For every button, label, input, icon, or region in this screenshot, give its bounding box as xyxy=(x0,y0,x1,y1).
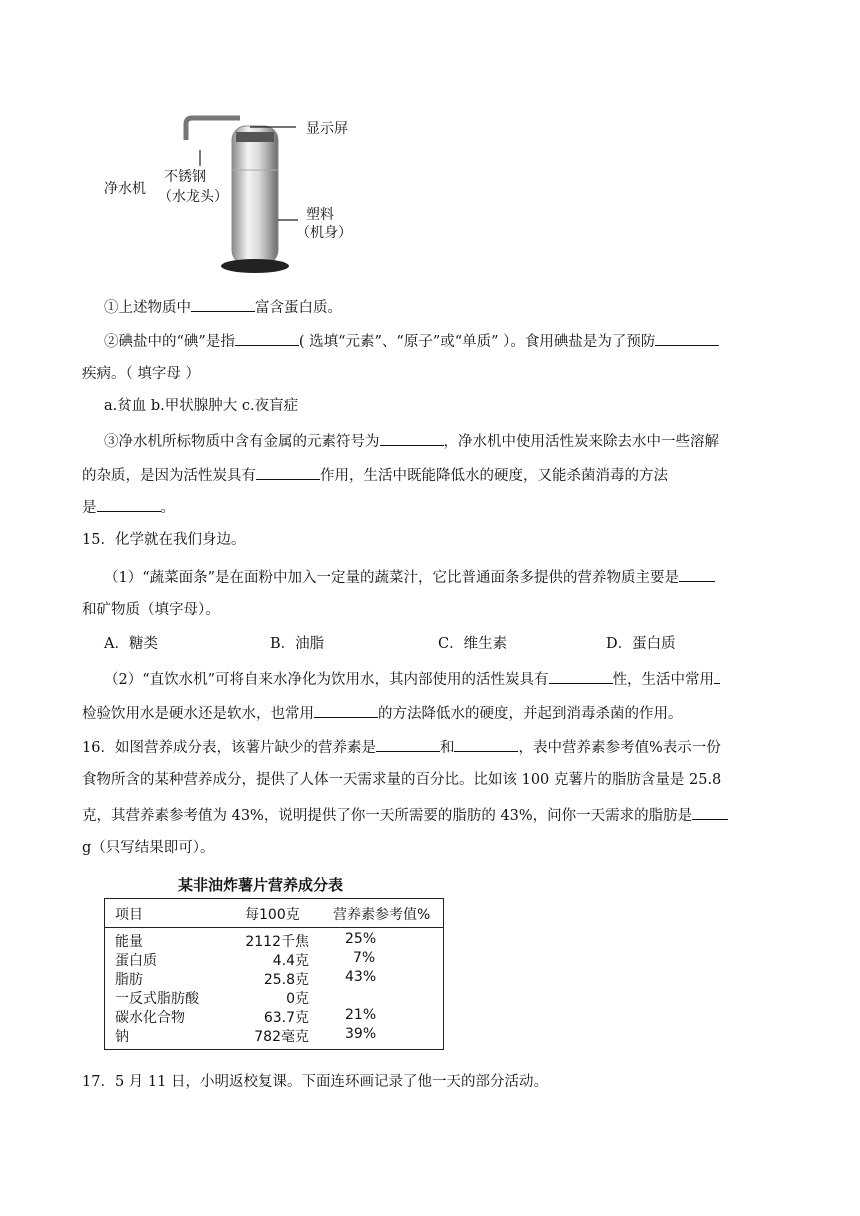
q15-part-2-cont: 检验饮用水是硬水还是软水，也常用 的方法降低水的硬度，并起到消毒杀菌的作用。 xyxy=(82,702,683,724)
table-row: 能量 2112千焦 25% xyxy=(115,931,377,950)
blank[interactable] xyxy=(314,702,378,718)
table-title: 某非油炸薯片营养成分表 xyxy=(178,876,344,894)
table-row: 蛋白质 4.4克 7% xyxy=(115,950,376,969)
q14-item-3-end: 是 。 xyxy=(82,496,175,518)
q14-item-3-cont: 的杂质，是因为活性炭具有 作用，生活中既能降低水的硬度，又能杀菌消毒的方法 xyxy=(82,464,668,486)
header-per-100g: 每100克 xyxy=(245,907,300,923)
q15-title: 15．化学就在我们身边。 xyxy=(82,532,246,548)
figure-label-steel-sub: （水龙头） xyxy=(158,189,228,205)
figure-label-machine: 净水机 xyxy=(104,181,146,197)
figure-label-plastic-sub: （机身） xyxy=(296,225,352,241)
q15-part-1-cont: 和矿物质（填字母）。 xyxy=(82,602,220,618)
q15-part-2: （2）“直饮水机”可将自来水净化为饮用水，其内部使用的活性炭具有 性，生活中常用 xyxy=(104,668,720,690)
q16-line-4: g（只写结果即可）。 xyxy=(82,840,215,856)
blank[interactable] xyxy=(376,736,440,752)
blank[interactable] xyxy=(714,668,720,684)
table-row: 脂肪 25.8克 43% xyxy=(115,969,377,988)
blank[interactable] xyxy=(655,330,719,346)
q16-line-1: 16．如图营养成分表，该薯片缺少的营养素是 和 ，表中营养素参考值%表示一份 xyxy=(82,736,721,758)
q14-item-2: ②碘盐中的“碘”是指 ( 选填“元素”、“原子”或“单质” ）。食用碘盐是为了预防 xyxy=(104,330,719,352)
q15-part-1: （1）“蔬菜面条”是在面粉中加入一定量的蔬菜汁，它比普通面条多提供的营养物质主要是 xyxy=(104,566,715,588)
q17-text: 17．5 月 11 日，小明返校复课。下面连环画记录了他一天的部分活动。 xyxy=(82,1074,548,1090)
header-nrv: 营养素参考值% xyxy=(333,907,431,923)
blank[interactable] xyxy=(191,296,255,312)
water-purifier-figure xyxy=(100,110,380,280)
blank[interactable] xyxy=(692,804,728,820)
figure-label-screen: 显示屏 xyxy=(306,121,348,137)
table-row: 钠 782毫克 39% xyxy=(115,1026,377,1045)
q14-item-1: ①上述物质中 富含蛋白质。 xyxy=(104,296,342,318)
blank[interactable] xyxy=(454,736,518,752)
blank[interactable] xyxy=(549,668,613,684)
blank[interactable] xyxy=(256,464,320,480)
nutrition-table xyxy=(104,898,444,1050)
figure-label-plastic: 塑料 xyxy=(306,207,334,223)
q16-line-3: 克，其营养素参考值为 43%，说明提供了你一天所需要的脂肪的 43%，问你一天需求的脂肪是 xyxy=(82,804,728,826)
q14-item-3: ③净水机所标物质中含有金属的元素符号为 ，净水机中使用活性炭来除去水中一些溶解 xyxy=(104,430,719,452)
header-item: 项目 xyxy=(115,907,143,923)
q14-item-2-cont: 疾病。（ 填字母 ） xyxy=(82,366,200,382)
q16-line-2: 食物所含的某种营养成分，提供了人体一天需求量的百分比。比如该 100 克薯片的脂肪含量是 25.8 xyxy=(82,772,722,788)
blank[interactable] xyxy=(97,496,161,512)
table-row: 一反式脂肪酸 0克 xyxy=(115,991,309,1007)
blank[interactable] xyxy=(380,430,444,446)
blank[interactable] xyxy=(235,330,299,346)
figure-label-steel: 不锈钢 xyxy=(164,169,206,185)
q14-options: a.贫血 b.甲状腺肿大 c.夜盲症 xyxy=(104,398,299,414)
blank[interactable] xyxy=(679,566,715,582)
table-row: 碳水化合物 63.7克 21% xyxy=(115,1007,377,1026)
table-header xyxy=(105,899,443,928)
